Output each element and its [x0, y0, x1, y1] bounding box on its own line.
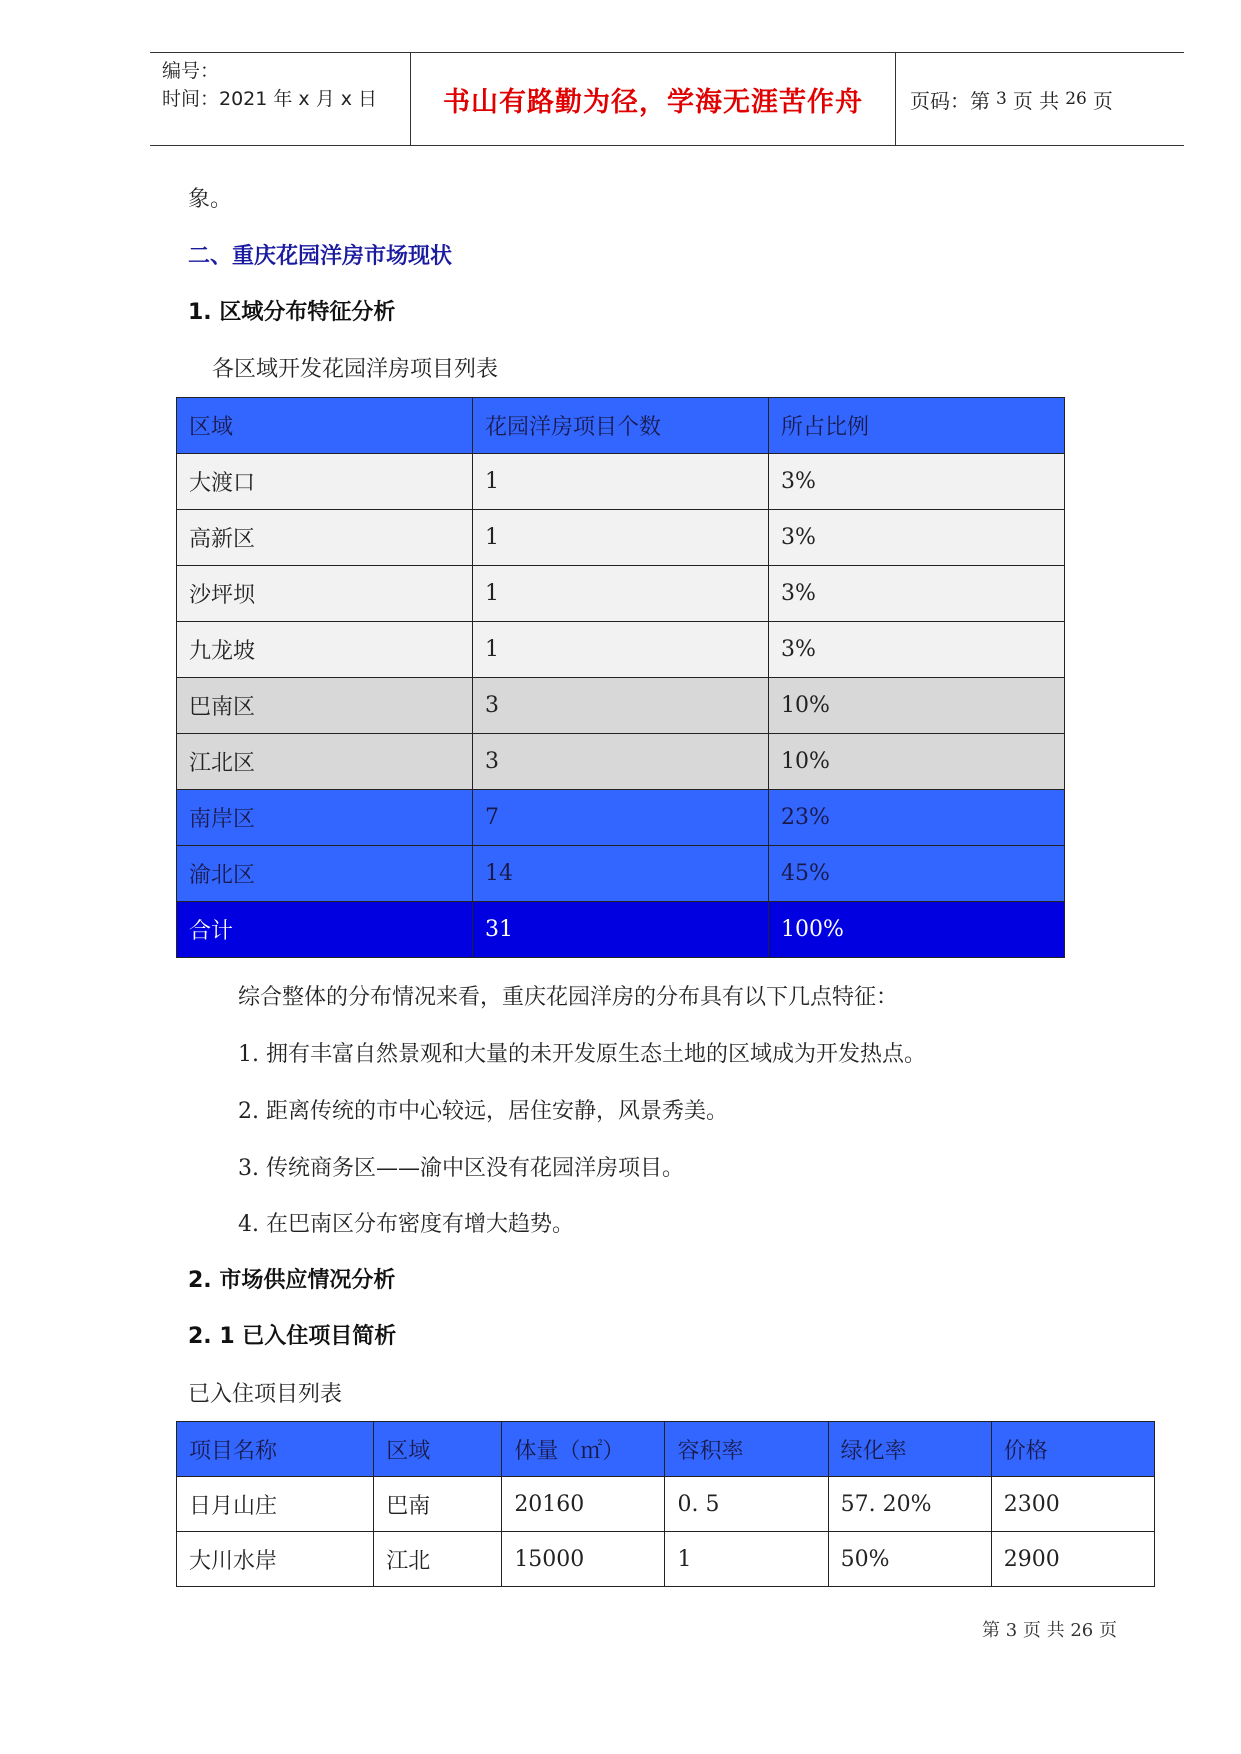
subsection-title-1: 1. 区域分布特征分析	[188, 300, 396, 325]
table-cell: 日月山庄	[177, 1477, 374, 1532]
table-cell: 15000	[502, 1532, 665, 1587]
table-cell: 31	[473, 902, 769, 958]
page-mid: 页 共	[1012, 88, 1060, 113]
summary-point: 3. 传统商务区——渝中区没有花园洋房项目。	[238, 1156, 684, 1181]
table-cell: 3	[473, 678, 769, 734]
table-cell: 10%	[769, 734, 1065, 790]
table-cell: 1	[473, 566, 769, 622]
table-cell: 2900	[991, 1532, 1154, 1587]
table-cell: 1	[665, 1532, 828, 1587]
table-cell: 江北区	[177, 734, 473, 790]
table-cell: 巴南	[374, 1477, 502, 1532]
region-distribution-table	[176, 397, 1065, 958]
table-cell: 23%	[769, 790, 1065, 846]
table-cell: 沙坪坝	[177, 566, 473, 622]
table-cell: 大渡口	[177, 454, 473, 510]
table-cell: 1	[473, 510, 769, 566]
table-cell: 高新区	[177, 510, 473, 566]
header-meta	[162, 57, 412, 113]
table-cell: 14	[473, 846, 769, 902]
table-header-cell: 项目名称	[177, 1422, 374, 1477]
table-cell: 3%	[769, 510, 1065, 566]
table-cell: 南岸区	[177, 790, 473, 846]
table-header-cell: 容积率	[665, 1422, 828, 1477]
table-cell: 合计	[177, 902, 473, 958]
page-header	[150, 52, 1184, 146]
table-cell: 45%	[769, 846, 1065, 902]
table-header-cell: 所占比例	[769, 398, 1065, 454]
table-header-cell: 区域	[177, 398, 473, 454]
table-row	[177, 566, 1065, 622]
summary-point: 4. 在巴南区分布密度有增大趋势。	[238, 1212, 574, 1237]
table-cell: 7	[473, 790, 769, 846]
table-cell: 九龙坡	[177, 622, 473, 678]
header-page-info	[910, 53, 1113, 145]
occupied-projects-table	[176, 1421, 1155, 1587]
table-header-cell: 绿化率	[828, 1422, 991, 1477]
table2-caption: 已入住项目列表	[188, 1382, 343, 1407]
table-cell: 2300	[991, 1477, 1154, 1532]
table-cell: 20160	[502, 1477, 665, 1532]
section-title: 二、重庆花园洋房市场现状	[188, 244, 453, 269]
table-header-cell: 体量（㎡）	[502, 1422, 665, 1477]
table-cell: 0. 5	[665, 1477, 828, 1532]
page-total: 26	[1065, 89, 1087, 109]
table-cell: 巴南区	[177, 678, 473, 734]
table-total-row	[177, 902, 1065, 958]
table-header-row	[177, 1422, 1155, 1477]
table-row	[177, 678, 1065, 734]
table-row	[177, 1532, 1155, 1587]
page-current: 3	[996, 89, 1007, 109]
summary-point: 2. 距离传统的市中心较远，居住安静，风景秀美。	[238, 1099, 728, 1124]
table-row	[177, 846, 1065, 902]
header-motto: 书山有路勤为径，学海无涯苦作舟	[410, 53, 896, 145]
table-cell: 100%	[769, 902, 1065, 958]
table-cell: 57. 20%	[828, 1477, 991, 1532]
subsection-title-2: 2. 市场供应情况分析	[188, 1268, 396, 1293]
summary-point: 1. 拥有丰富自然景观和大量的未开发原生态土地的区域成为开发热点。	[238, 1042, 926, 1067]
table-row	[177, 510, 1065, 566]
table-cell: 渝北区	[177, 846, 473, 902]
table-cell: 3%	[769, 622, 1065, 678]
table-header-cell: 价格	[991, 1422, 1154, 1477]
table-header-row	[177, 398, 1065, 454]
time-label: 时间：2021 年 x 月 x 日	[162, 88, 378, 110]
table-cell: 3%	[769, 566, 1065, 622]
number-label: 编号：	[162, 60, 220, 82]
table-cell: 1	[473, 454, 769, 510]
table-row	[177, 454, 1065, 510]
table-row	[177, 734, 1065, 790]
page-footer: 第 3 页 共 26 页	[982, 1620, 1117, 1641]
table-row	[177, 1477, 1155, 1532]
table-cell: 3%	[769, 454, 1065, 510]
table-header-cell: 花园洋房项目个数	[473, 398, 769, 454]
subsection-title-2-1: 2. 1 已入住项目简析	[188, 1324, 397, 1349]
table-cell: 1	[473, 622, 769, 678]
table-row	[177, 622, 1065, 678]
table1-caption: 各区域开发花园洋房项目列表	[212, 357, 499, 382]
continued-text: 象。	[188, 187, 233, 212]
table-row	[177, 790, 1065, 846]
summary-intro: 综合整体的分布情况来看，重庆花园洋房的分布具有以下几点特征：	[238, 985, 899, 1010]
table-cell: 50%	[828, 1532, 991, 1587]
table-cell: 江北	[374, 1532, 502, 1587]
page-prefix: 页码：第	[910, 88, 990, 113]
table-header-cell: 区域	[374, 1422, 502, 1477]
table-cell: 10%	[769, 678, 1065, 734]
page-suffix: 页	[1092, 88, 1113, 113]
table-cell: 3	[473, 734, 769, 790]
table-cell: 大川水岸	[177, 1532, 374, 1587]
